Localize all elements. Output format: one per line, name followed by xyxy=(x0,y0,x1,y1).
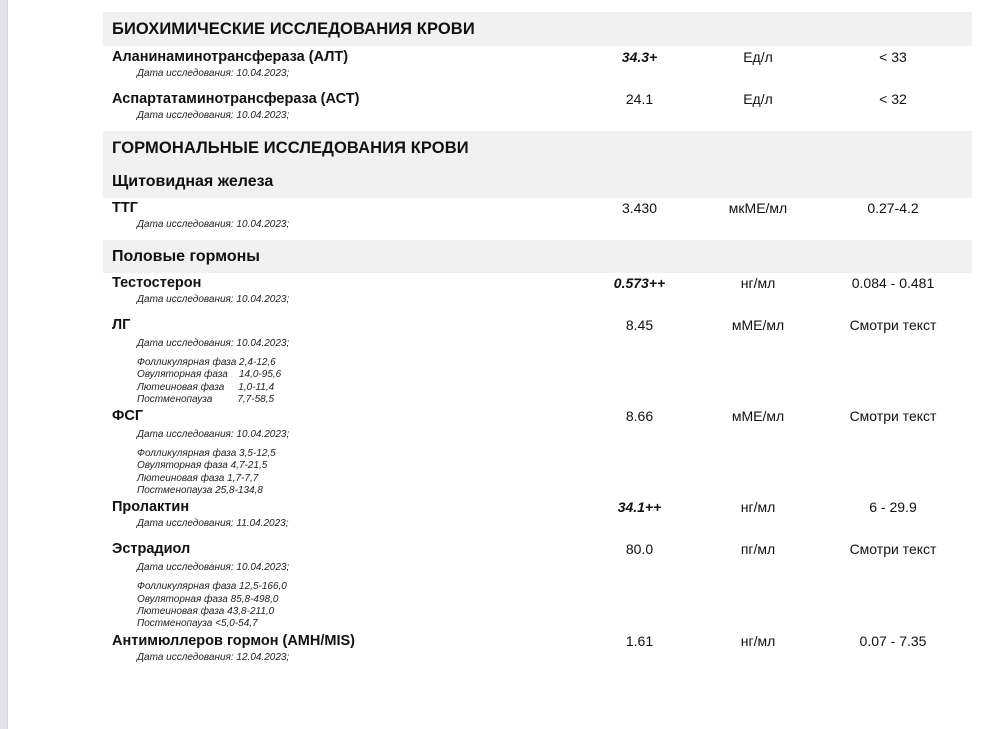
test-name: ЛГ xyxy=(112,317,131,333)
test-name: ФСГ xyxy=(112,408,144,425)
test-unit: мМЕ/мл xyxy=(731,408,785,425)
test-unit: нг/мл xyxy=(740,275,776,291)
test-amh xyxy=(103,631,972,665)
test-date: Дата исследования: 10.04.2023; xyxy=(137,429,290,441)
test-unit: нг/мл xyxy=(740,632,776,649)
reference-notes xyxy=(103,581,972,630)
test-date: Дата исследования: 10.04.2023; xyxy=(137,68,290,79)
test-alt xyxy=(103,47,972,81)
test-tsh xyxy=(103,198,972,232)
reference-notes xyxy=(103,448,972,497)
test-value: 0.573++ xyxy=(613,275,666,291)
test-ast xyxy=(103,89,972,123)
test-reference: 0.084 - 0.481 xyxy=(851,275,935,291)
test-prolactin xyxy=(103,497,972,531)
test-unit: Ед/л xyxy=(743,91,773,107)
reference-notes xyxy=(103,357,972,406)
reference-note: Фолликулярная фаза 2,4-12,6 xyxy=(137,357,276,368)
test-reference: Смотри текст xyxy=(849,408,937,425)
test-name: Эстрадиол xyxy=(112,541,191,558)
test-date: Дата исследования: 10.04.2023; xyxy=(137,562,290,574)
test-value: 8.45 xyxy=(625,317,654,333)
test-date: Дата исследования: 12.04.2023; xyxy=(137,651,290,663)
test-date: Дата исследования: 11.04.2023; xyxy=(137,518,289,530)
page-left-edge xyxy=(0,0,8,729)
test-value: 34.3+ xyxy=(621,49,658,65)
reference-note: Постменопауза <5,0-54,7 xyxy=(137,618,258,630)
test-date: Дата исследования: 10.04.2023; xyxy=(137,338,290,349)
test-value: 8.66 xyxy=(625,408,654,425)
test-date: Дата исследования: 10.04.2023; xyxy=(137,294,290,305)
test-name: Пролактин xyxy=(112,499,190,516)
test-lh xyxy=(103,315,972,406)
test-reference: 0.27-4.2 xyxy=(867,200,919,216)
subsection-title-sex-hormones: Половые гормоны xyxy=(103,240,972,273)
test-value: 34.1++ xyxy=(617,499,662,516)
test-unit: мМЕ/мл xyxy=(731,317,785,333)
reference-note: Лютеиновая фаза 1,0-11,4 xyxy=(137,381,275,393)
test-date: Дата исследования: 10.04.2023; xyxy=(137,219,290,230)
test-testosterone xyxy=(103,273,972,307)
test-unit: нг/мл xyxy=(740,499,776,516)
test-name: Антимюллеров гормон (АМН/MIS) xyxy=(112,632,355,649)
test-value: 3.430 xyxy=(621,200,658,216)
test-reference: < 32 xyxy=(879,91,907,107)
test-unit: Ед/л xyxy=(743,49,773,65)
reference-note: Постменопауза 25,8-134,8 xyxy=(137,485,263,497)
test-fsh xyxy=(103,406,972,497)
test-name: ТТГ xyxy=(112,200,138,216)
test-unit: пг/мл xyxy=(740,541,776,558)
test-reference: Смотри текст xyxy=(849,317,937,333)
test-date: Дата исследования: 10.04.2023; xyxy=(137,110,290,121)
test-value: 80.0 xyxy=(625,541,654,558)
reference-note: Фолликулярная фаза 12,5-166,0 xyxy=(137,581,287,593)
test-value: 1.61 xyxy=(625,632,654,649)
test-estradiol xyxy=(103,539,972,630)
test-value: 24.1 xyxy=(625,91,654,107)
reference-note: Овуляторная фаза 14,0-95,6 xyxy=(137,369,282,381)
reference-note: Лютеиновая фаза 43,8-211,0 xyxy=(137,605,275,617)
subsection-title-thyroid: Щитовидная железа xyxy=(103,165,972,198)
test-reference: < 33 xyxy=(879,49,907,65)
section-title-biochemistry: БИОХИМИЧЕСКИЕ ИССЛЕДОВАНИЯ КРОВИ xyxy=(103,12,972,46)
test-reference: 6 - 29.9 xyxy=(869,499,917,516)
reference-note: Лютеиновая фаза 1,7-7,7 xyxy=(137,472,259,484)
reference-note: Овуляторная фаза 4,7-21,5 xyxy=(137,460,268,472)
test-reference: 0.07 - 7.35 xyxy=(859,632,927,649)
reference-note: Постменопауза 7,7-58,5 xyxy=(137,393,275,405)
section-title-hormones: ГОРМОНАЛЬНЫЕ ИССЛЕДОВАНИЯ КРОВИ xyxy=(103,131,972,165)
reference-note: Фолликулярная фаза 3,5-12,5 xyxy=(137,448,276,460)
test-name: Аспартатаминотрансфераза (АСТ) xyxy=(112,91,360,107)
test-name: Тестостерон xyxy=(112,275,202,291)
test-reference: Смотри текст xyxy=(849,541,937,558)
reference-note: Овуляторная фаза 85,8-498,0 xyxy=(137,593,279,605)
test-unit: мкМЕ/мл xyxy=(728,200,788,216)
test-name: Аланинаминотрансфераза (АЛТ) xyxy=(112,49,349,65)
lab-report xyxy=(103,12,972,665)
